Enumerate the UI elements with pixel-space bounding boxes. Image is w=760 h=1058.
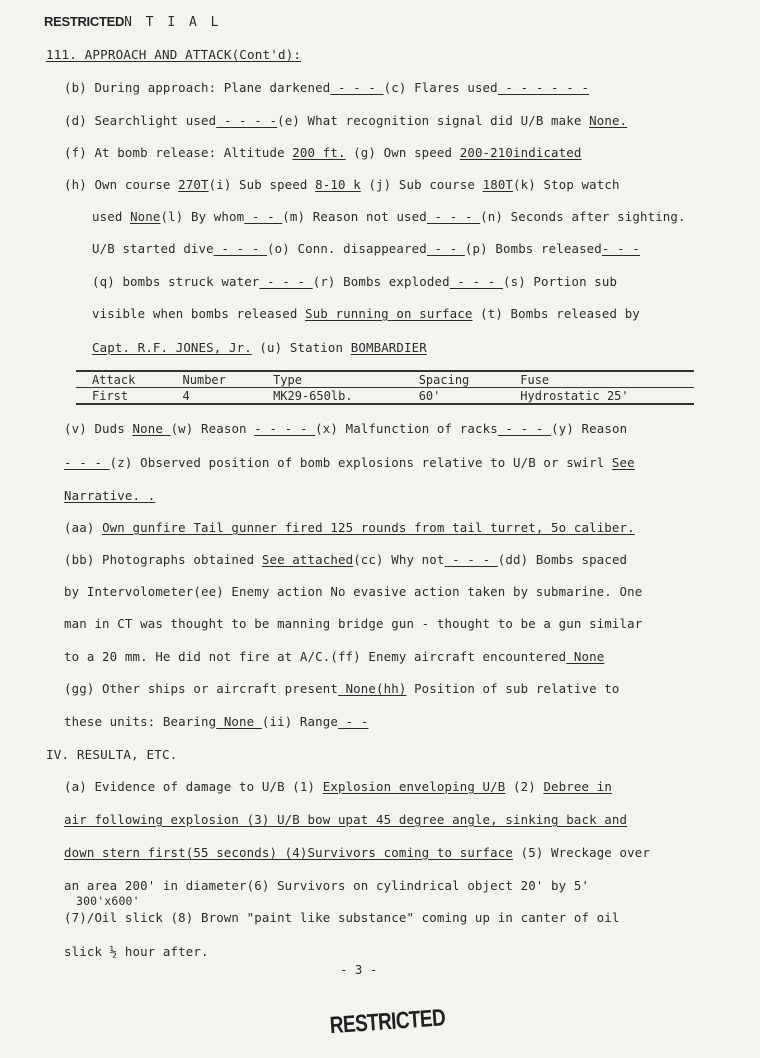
cell-fuse: Hydrostatic 25' xyxy=(520,388,629,403)
cell-spacing: 60' xyxy=(418,388,441,403)
section-iv-heading: IV. RESULTA, ETC. xyxy=(46,747,178,762)
line-gg-hh: (gg) Other ships or aircraft present None(hh) Position of sub relative to xyxy=(64,681,620,696)
line-d-e: (d) Searchlight used - - - -(e) What recognition signal did U/B make None. xyxy=(64,113,628,128)
line-ff: to a 20 mm. He did not fire at A/C.(ff) Enemy aircraft encountered None xyxy=(64,649,605,664)
line-iv-7-8: (7)/Oil slick (8) Brown "paint like substance" coming up in canter of oil xyxy=(64,910,620,925)
bomb-table xyxy=(76,370,694,405)
line-b-c: (b) During approach: Plane darkened - - - (c) Flares used - - - - - - xyxy=(64,80,590,95)
col-attack: Attack xyxy=(92,372,136,387)
line-z: - - - (z) Observed position of bomb explosions relative to U/B or swirl See xyxy=(64,455,635,470)
line-iv-8-cont: slick ½ hour after. xyxy=(64,944,209,959)
cell-type: MK29-650lb. xyxy=(273,388,353,403)
bomb-table-header xyxy=(76,371,694,388)
line-iv-3: air following explosion (3) U/B bow upat 45 degree angle, sinking back and xyxy=(64,812,628,827)
restricted-stamp-top: RESTRICTED xyxy=(44,14,125,29)
page-number: - 3 - xyxy=(340,962,378,977)
line-l-n: used None(l) By whom - - (m) Reason not used - - - (n) Seconds after sighting. xyxy=(92,209,686,224)
line-bb-dd: (bb) Photographs obtained See attached(cc) Why not - - - (dd) Bombs spaced xyxy=(64,552,628,567)
cell-attack: First xyxy=(92,388,129,403)
line-o-p: U/B started dive - - - (o) Conn. disappeared - - (p) Bombs released- - - xyxy=(92,241,640,256)
line-narrative: Narrative. . xyxy=(64,488,156,503)
oil-slick-size-note: 300'x600' xyxy=(76,894,140,908)
col-number: Number xyxy=(182,372,226,387)
confidential-tail: N T I A L xyxy=(124,15,222,30)
line-t: visible when bombs released Sub running on surface (t) Bombs released by xyxy=(92,306,640,321)
line-f-g: (f) At bomb release: Altitude 200 ft. (g) Own speed 200-210indicated xyxy=(64,145,582,160)
table-row xyxy=(76,388,694,405)
col-fuse: Fuse xyxy=(520,372,550,387)
classification-header xyxy=(44,14,222,31)
line-iv-a: (a) Evidence of damage to U/B (1) Explosion enveloping U/B (2) Debree in xyxy=(64,779,612,794)
restricted-stamp-bottom: RESTRICTED xyxy=(329,1005,446,1040)
line-aa: (aa) Own gunfire Tail gunner fired 125 rounds from tail turret, 5o caliber. xyxy=(64,520,635,535)
line-ii: these units: Bearing None (ii) Range - - xyxy=(64,714,369,729)
line-ee: by Intervolometer(ee) Enemy action No evasive action taken by submarine. One xyxy=(64,584,643,599)
line-q-s: (q) bombs struck water - - - (r) Bombs exploded - - - (s) Portion sub xyxy=(92,274,618,289)
col-spacing: Spacing xyxy=(418,372,470,387)
line-ee-cont: man in CT was thought to be manning bridge gun - thought to be a gun similar xyxy=(64,616,643,631)
line-u: Capt. R.F. JONES, Jr. (u) Station BOMBARDIER xyxy=(92,340,427,355)
col-type: Type xyxy=(273,372,302,387)
line-v-y: (v) Duds None (w) Reason - - - - (x) Malfunction of racks - - - (y) Reason xyxy=(64,421,628,436)
line-iv-4-5: down stern first(55 seconds) (4)Survivors coming to surface (5) Wreckage over xyxy=(64,845,650,860)
line-iv-6: an area 200' in diameter(6) Survivors on cylindrical object 20' by 5' xyxy=(64,878,590,893)
line-h-k: (h) Own course 270T(i) Sub speed 8-10 k (j) Sub course 180T(k) Stop watch xyxy=(64,177,620,192)
cell-number: 4 xyxy=(182,388,190,403)
section-iii-heading: 111. APPROACH AND ATTACK(Cont'd): xyxy=(46,47,302,62)
